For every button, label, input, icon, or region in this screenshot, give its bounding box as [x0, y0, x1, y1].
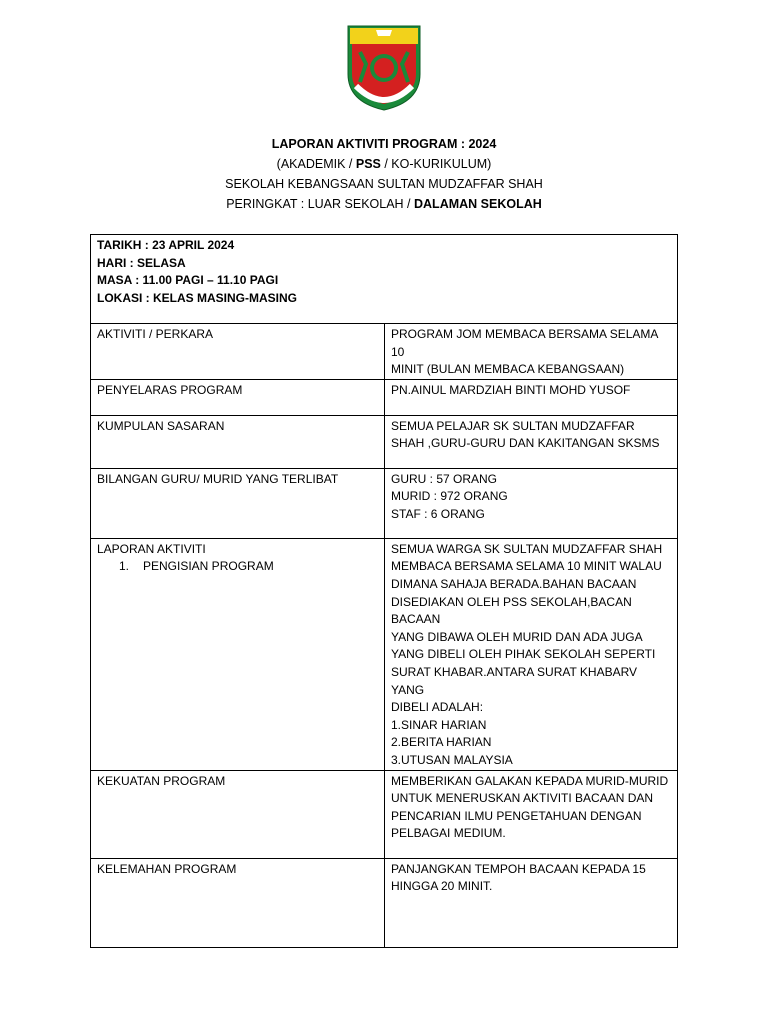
row-value: GURU : 57 ORANG MURID : 972 ORANG STAF : 6 ORANG — [385, 468, 678, 538]
row-label: AKTIVITI / PERKARA — [91, 324, 385, 380]
info-cell — [91, 235, 678, 324]
level-selected: DALAMAN SEKOLAH — [414, 197, 542, 211]
row-value: SEMUA WARGA SK SULTAN MUDZAFFAR SHAH MEMBACA BERSAMA SELAMA 10 MINIT WALAU DIMANA SAHAJA BERADA.BAHAN BACAAN DISEDIAKAN OLEH PSS SEKOLAH,BACAN BACAAN YANG DIBAWA OLEH MURID DAN ADA JUGA YANG DIBELI OLEH PIHAK SEKOLAH SEPERTI SURAT KHABAR.ANTARA SURAT KHABARV YANG DIBELI ADALAH: 1.SINAR HARIAN 2.BERITA HARIAN 3.UTUSAN MALAYSIA — [385, 538, 678, 770]
row-label: PENYELARAS PROGRAM — [91, 379, 385, 415]
location-line: LOKASI : KELAS MASING-MASING — [97, 290, 297, 305]
table-row — [91, 324, 678, 380]
row-value: PROGRAM JOM MEMBACA BERSAMA SELAMA 10 MINIT (BULAN MEMBACA KEBANGSAAN) — [385, 324, 678, 380]
program-category: (AKADEMIK / PSS / KO-KURIKULUM) — [276, 157, 492, 171]
row-value: MEMBERIKAN GALAKAN KEPADA MURID-MURID UNTUK MENERUSKAN AKTIVITI BACAAN DAN PENCARIAN ILMU PENGETAHUAN DENGAN PELBAGAI MEDIUM. — [385, 770, 678, 858]
program-level: PERINGKAT : LUAR SEKOLAH / DALAMAN SEKOLAH — [226, 197, 542, 211]
row-value: PANJANGKAN TEMPOH BACAAN KEPADA 15 HINGGA 20 MINIT. — [385, 858, 678, 947]
report-header — [0, 134, 768, 214]
table-row — [91, 770, 678, 858]
time-line: MASA : 11.00 PAGI – 11.10 PAGI — [97, 273, 279, 288]
row-label: KELEMAHAN PROGRAM — [91, 858, 385, 947]
table-row — [91, 468, 678, 538]
date-line: TARIKH : 23 APRIL 2024 — [97, 238, 235, 252]
table-row — [91, 858, 678, 947]
row-value: PN.AINUL MARDZIAH BINTI MOHD YUSOF — [385, 379, 678, 415]
school-crest-emblem — [346, 24, 422, 112]
row-label: KUMPULAN SASARAN — [91, 415, 385, 468]
day-line: HARI : SELASA — [97, 255, 186, 270]
row-value: SEMUA PELAJAR SK SULTAN MUDZAFFAR SHAH ,GURU-GURU DAN KAKITANGAN SKSMS — [385, 415, 678, 468]
table-row — [91, 538, 678, 770]
school-logo — [346, 24, 422, 112]
row-label: KEKUATAN PROGRAM — [91, 770, 385, 858]
report-table — [90, 234, 678, 948]
sub-item: 1. PENGISIAN PROGRAM — [119, 559, 274, 574]
info-row — [91, 235, 678, 324]
table-row — [91, 415, 678, 468]
table-row — [91, 379, 678, 415]
category-selected: PSS — [355, 157, 381, 171]
row-label: LAPORAN AKTIVITI 1. PENGISIAN PROGRAM — [91, 538, 385, 770]
row-label: BILANGAN GURU/ MURID YANG TERLIBAT — [91, 468, 385, 538]
school-name: SEKOLAH KEBANGSAAN SULTAN MUDZAFFAR SHAH — [225, 177, 543, 191]
report-title: LAPORAN AKTIVITI PROGRAM : 2024 — [271, 137, 497, 151]
